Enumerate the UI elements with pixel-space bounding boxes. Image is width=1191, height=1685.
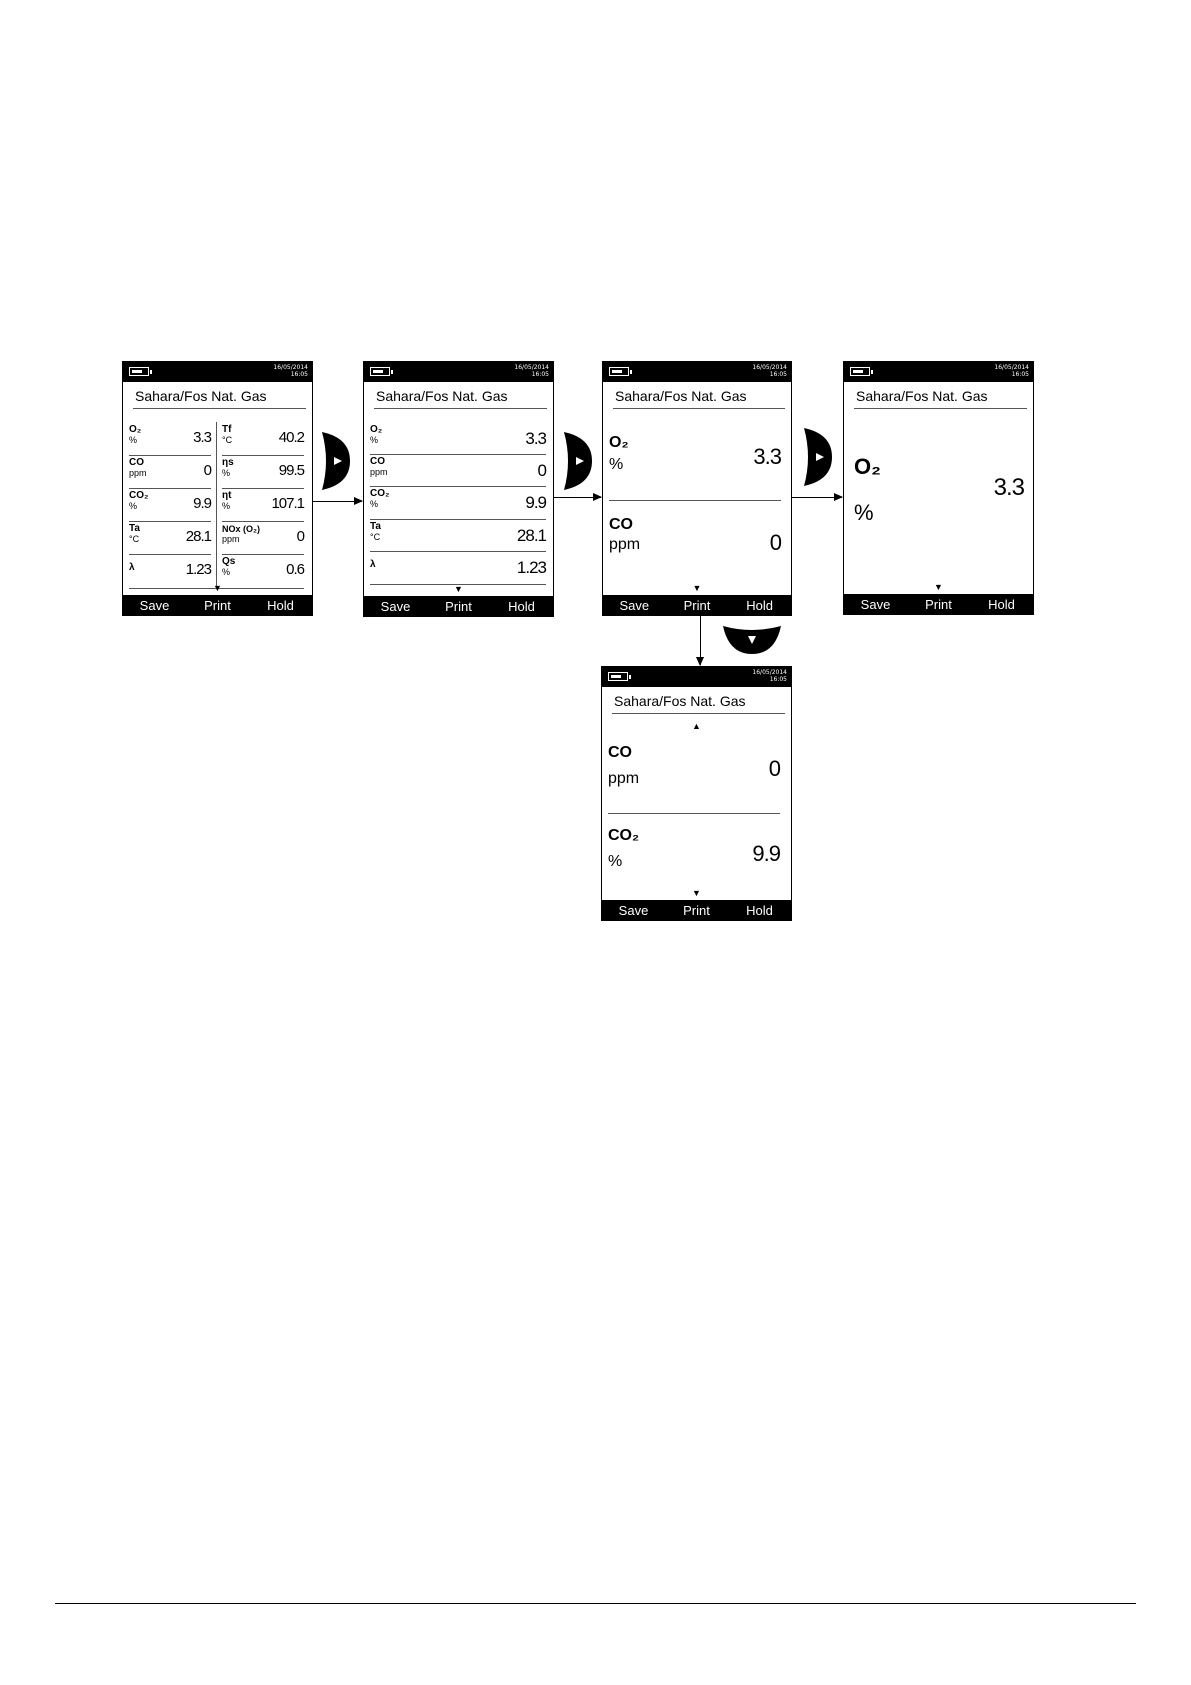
divider <box>370 551 546 552</box>
status-bar <box>123 362 312 382</box>
print-button[interactable]: Print <box>683 597 711 613</box>
print-button[interactable]: Print <box>925 596 952 612</box>
datetime: 16/05/2014 16:05 <box>994 364 1029 378</box>
save-button[interactable]: Save <box>380 598 411 614</box>
datetime: 16/05/2014 16:05 <box>752 364 787 378</box>
page-footer-rule <box>55 1603 1136 1604</box>
reading-lambda: λ 1.23 <box>370 558 546 577</box>
down-nav-button-icon <box>723 622 781 654</box>
flow-arrow-right <box>313 501 362 502</box>
device-screen-5 <box>601 666 792 921</box>
column-divider <box>216 422 217 586</box>
reading-ta: Ta °C 28.1 <box>370 521 546 545</box>
status-bar <box>603 362 791 382</box>
reading-o2: O₂ % 3.3 <box>129 424 211 446</box>
flow-arrow-right <box>792 497 842 498</box>
datetime: 16/05/2014 16:05 <box>752 669 787 683</box>
hold-button[interactable]: Hold <box>746 597 774 613</box>
reading-co2: CO₂ % 9.9 <box>370 488 546 512</box>
divider <box>222 521 304 522</box>
print-button[interactable]: Print <box>204 597 231 613</box>
right-nav-button-icon <box>560 432 592 490</box>
reading-co: CO ppm 0 <box>608 744 780 787</box>
divider <box>222 455 304 456</box>
reading-lambda: λ 1.23 <box>129 561 211 578</box>
screen-title: Sahara/Fos Nat. Gas <box>613 388 785 409</box>
save-button[interactable]: Save <box>618 902 649 918</box>
right-nav-button-icon <box>318 432 350 490</box>
divider <box>222 554 304 555</box>
reading-o2: O₂ % 3.3 <box>854 454 1024 525</box>
save-button[interactable]: Save <box>860 596 891 612</box>
reading-tf: Tf °C 40.2 <box>222 424 304 446</box>
reading-o2: O₂ % 3.3 <box>370 424 546 448</box>
hold-button[interactable]: Hold <box>508 598 535 614</box>
softkey-bar <box>844 594 1033 614</box>
divider <box>129 521 211 522</box>
save-button[interactable]: Save <box>619 597 650 613</box>
screen-title: Sahara/Fos Nat. Gas <box>133 388 306 409</box>
divider <box>370 519 546 520</box>
screen-title: Sahara/Fos Nat. Gas <box>612 693 785 714</box>
device-screen-3 <box>602 361 792 616</box>
reading-co: CO ppm 0 <box>370 456 546 480</box>
screen-title: Sahara/Fos Nat. Gas <box>374 388 547 409</box>
reading-co2: CO₂ % 9.9 <box>129 490 211 512</box>
divider <box>609 500 781 501</box>
right-nav-button-icon <box>800 428 832 486</box>
datetime: 16/05/2014 16:05 <box>273 364 308 378</box>
save-button[interactable]: Save <box>139 597 170 613</box>
scroll-down-indicator-icon: ▼ <box>692 583 702 593</box>
scroll-down-indicator-icon: ▼ <box>454 584 463 594</box>
scroll-down-indicator-icon: ▼ <box>934 582 943 592</box>
battery-icon <box>370 367 390 376</box>
status-bar <box>602 667 791 687</box>
battery-icon <box>850 367 870 376</box>
divider <box>129 554 211 555</box>
divider <box>370 454 546 455</box>
scroll-down-indicator-icon: ▼ <box>692 888 701 898</box>
scroll-down-indicator-icon: ▼ <box>213 583 222 593</box>
divider <box>608 813 780 814</box>
reading-co: CO ppm 0 <box>129 457 211 479</box>
battery-icon <box>129 367 149 376</box>
reading-ta: Ta °C 28.1 <box>129 523 211 545</box>
hold-button[interactable]: Hold <box>267 597 294 613</box>
reading-qs: Qs % 0.6 <box>222 556 304 578</box>
hold-button[interactable]: Hold <box>988 596 1015 612</box>
softkey-bar <box>364 596 553 616</box>
screen-title: Sahara/Fos Nat. Gas <box>854 388 1027 409</box>
flow-arrow-right <box>554 497 601 498</box>
softkey-bar <box>602 900 791 920</box>
scroll-up-indicator-icon: ▲ <box>692 721 701 731</box>
status-bar <box>364 362 553 382</box>
divider <box>129 488 211 489</box>
reading-eta-t: ηt % 107.1 <box>222 490 304 512</box>
hold-button[interactable]: Hold <box>746 902 773 918</box>
divider <box>129 455 211 456</box>
print-button[interactable]: Print <box>683 902 710 918</box>
device-screen-1 <box>122 361 313 616</box>
reading-o2: O₂ % 3.3 <box>609 434 781 473</box>
datetime: 16/05/2014 16:05 <box>514 364 549 378</box>
battery-icon <box>608 672 628 681</box>
reading-co: CO ppm 0 <box>609 516 781 555</box>
reading-eta-s: ηs % 99.5 <box>222 457 304 479</box>
softkey-bar <box>603 595 791 615</box>
device-screen-4 <box>843 361 1034 615</box>
reading-co2: CO₂ % 9.9 <box>608 827 780 870</box>
divider <box>222 488 304 489</box>
battery-icon <box>609 367 629 376</box>
flow-arrow-down <box>700 616 701 665</box>
device-screen-2 <box>363 361 554 617</box>
softkey-bar <box>123 595 312 615</box>
status-bar <box>844 362 1033 382</box>
reading-nox: NOx (O₂) ppm 0 <box>222 524 304 545</box>
print-button[interactable]: Print <box>445 598 472 614</box>
divider <box>370 486 546 487</box>
